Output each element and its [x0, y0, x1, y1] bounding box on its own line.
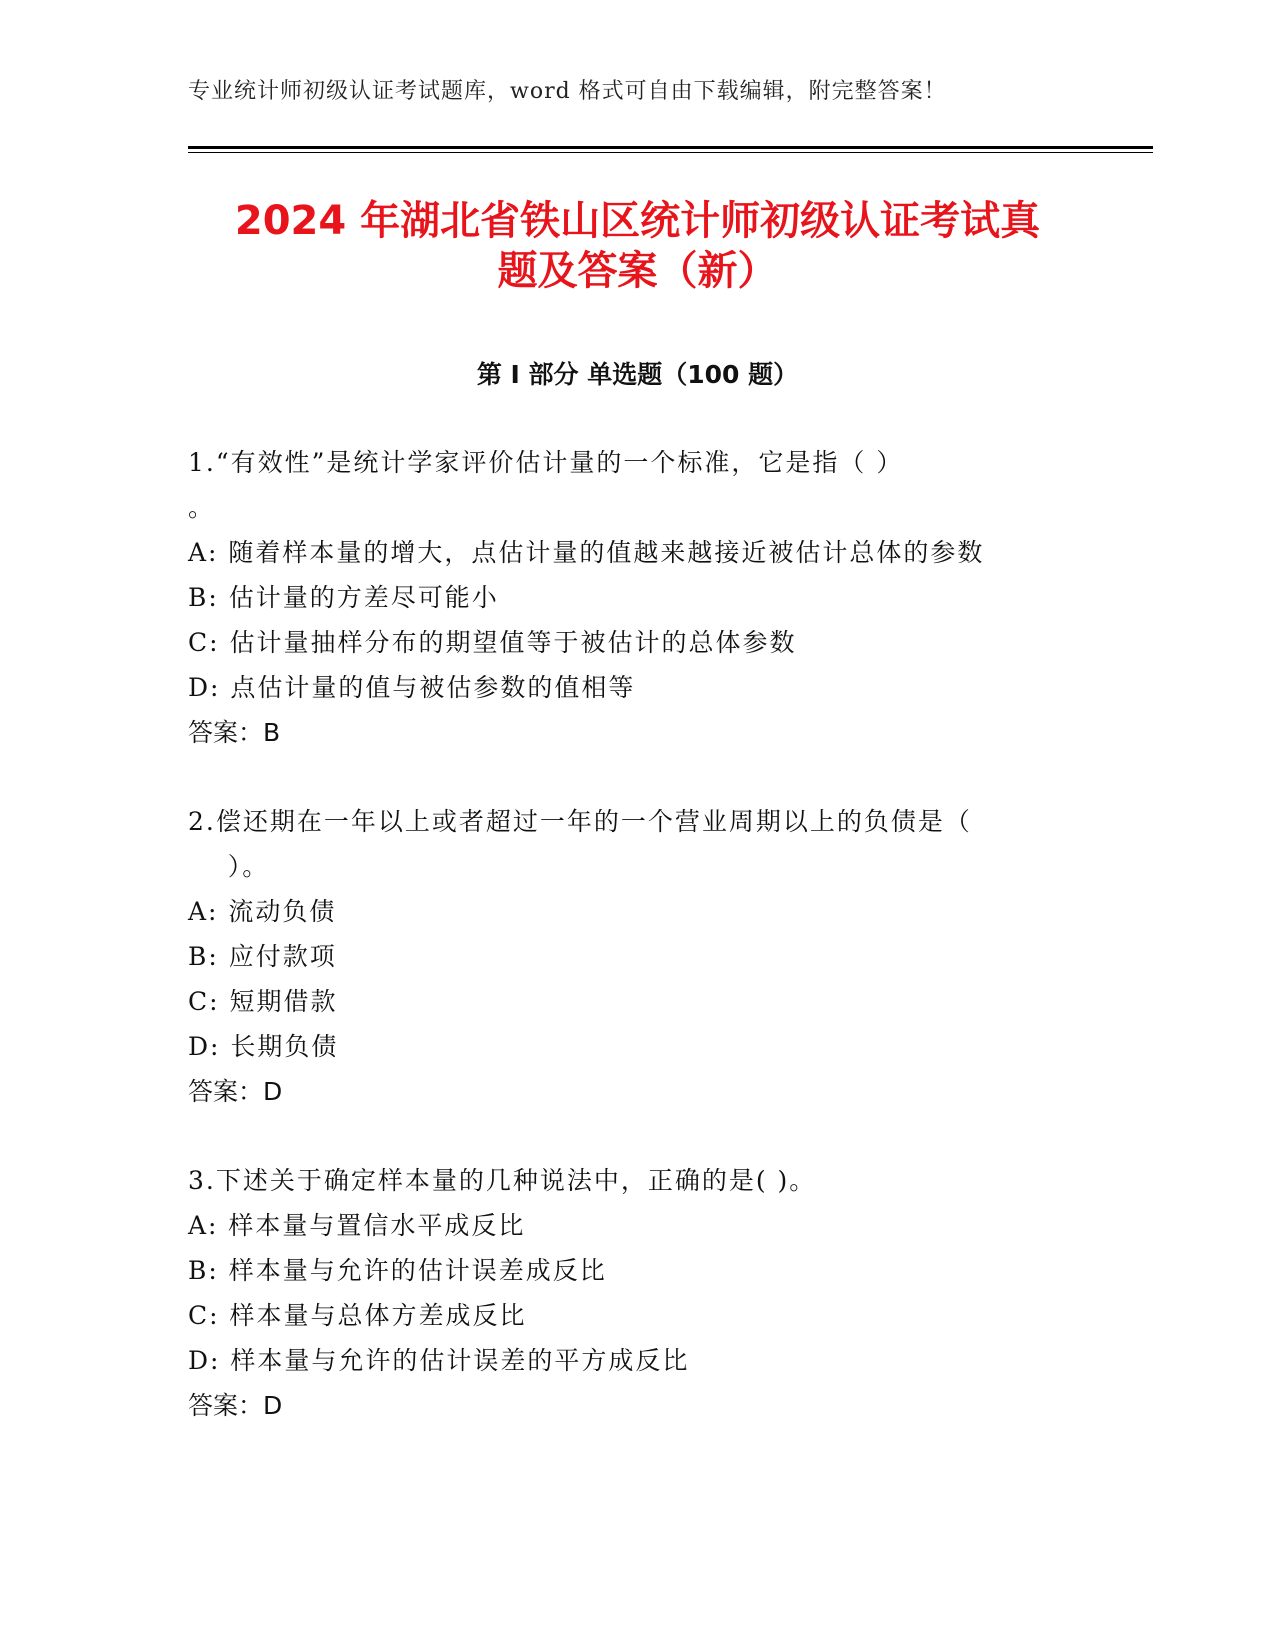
- option-d: D: 点估计量的值与被估参数的值相等: [188, 673, 636, 702]
- question-stem: 3.下述关于确定样本量的几种说法中，正确的是( )。: [188, 1166, 817, 1195]
- header-note: 专业统计师初级认证考试题库，word 格式可自由下载编辑，附完整答案！: [188, 79, 947, 104]
- section-title: 第 I 部分 单选题（100 题）: [476, 360, 799, 389]
- option-c: C: 短期借款: [188, 987, 338, 1016]
- question-1: [188, 440, 1058, 755]
- option-d: D: 样本量与允许的估计误差的平方成反比: [188, 1346, 690, 1375]
- option-a: A: 随着样本量的增大，点估计量的值越来越接近被估计总体的参数: [188, 538, 985, 567]
- option-a: A: 流动负债: [188, 897, 337, 926]
- question-2: [188, 799, 1058, 1114]
- answer: 答案：D: [188, 1077, 283, 1106]
- question-stem-continued: ）。: [188, 852, 270, 881]
- question-stem: 2.偿还期在一年以上或者超过一年的一个营业周期以上的负债是（: [188, 807, 972, 836]
- option-b: B: 应付款项: [188, 942, 337, 971]
- option-b: B: 估计量的方差尽可能小: [188, 583, 499, 612]
- option-d: D: 长期负债: [188, 1032, 339, 1061]
- question-stem: 1.“有效性”是统计学家评价估计量的一个标准，它是指（ ）: [188, 448, 904, 477]
- option-a: A: 样本量与置信水平成反比: [188, 1211, 526, 1240]
- document-title: [160, 196, 1115, 296]
- answer: 答案：B: [188, 718, 281, 747]
- document-title-line-2: 题及答案（新）: [497, 248, 778, 294]
- header-rule-thick: [188, 146, 1153, 149]
- answer: 答案：D: [188, 1391, 283, 1420]
- question-3: [188, 1158, 1058, 1428]
- header-rule-thin: [188, 152, 1153, 153]
- option-c: C: 估计量抽样分布的期望值等于被估计的总体参数: [188, 628, 797, 657]
- option-b: B: 样本量与允许的估计误差成反比: [188, 1256, 607, 1285]
- question-list: [188, 440, 1058, 1428]
- document-title-line-1: 2024 年湖北省铁山区统计师初级认证考试真: [234, 198, 1041, 244]
- question-stem-continued: 。: [188, 493, 216, 522]
- option-c: C: 样本量与总体方差成反比: [188, 1301, 527, 1330]
